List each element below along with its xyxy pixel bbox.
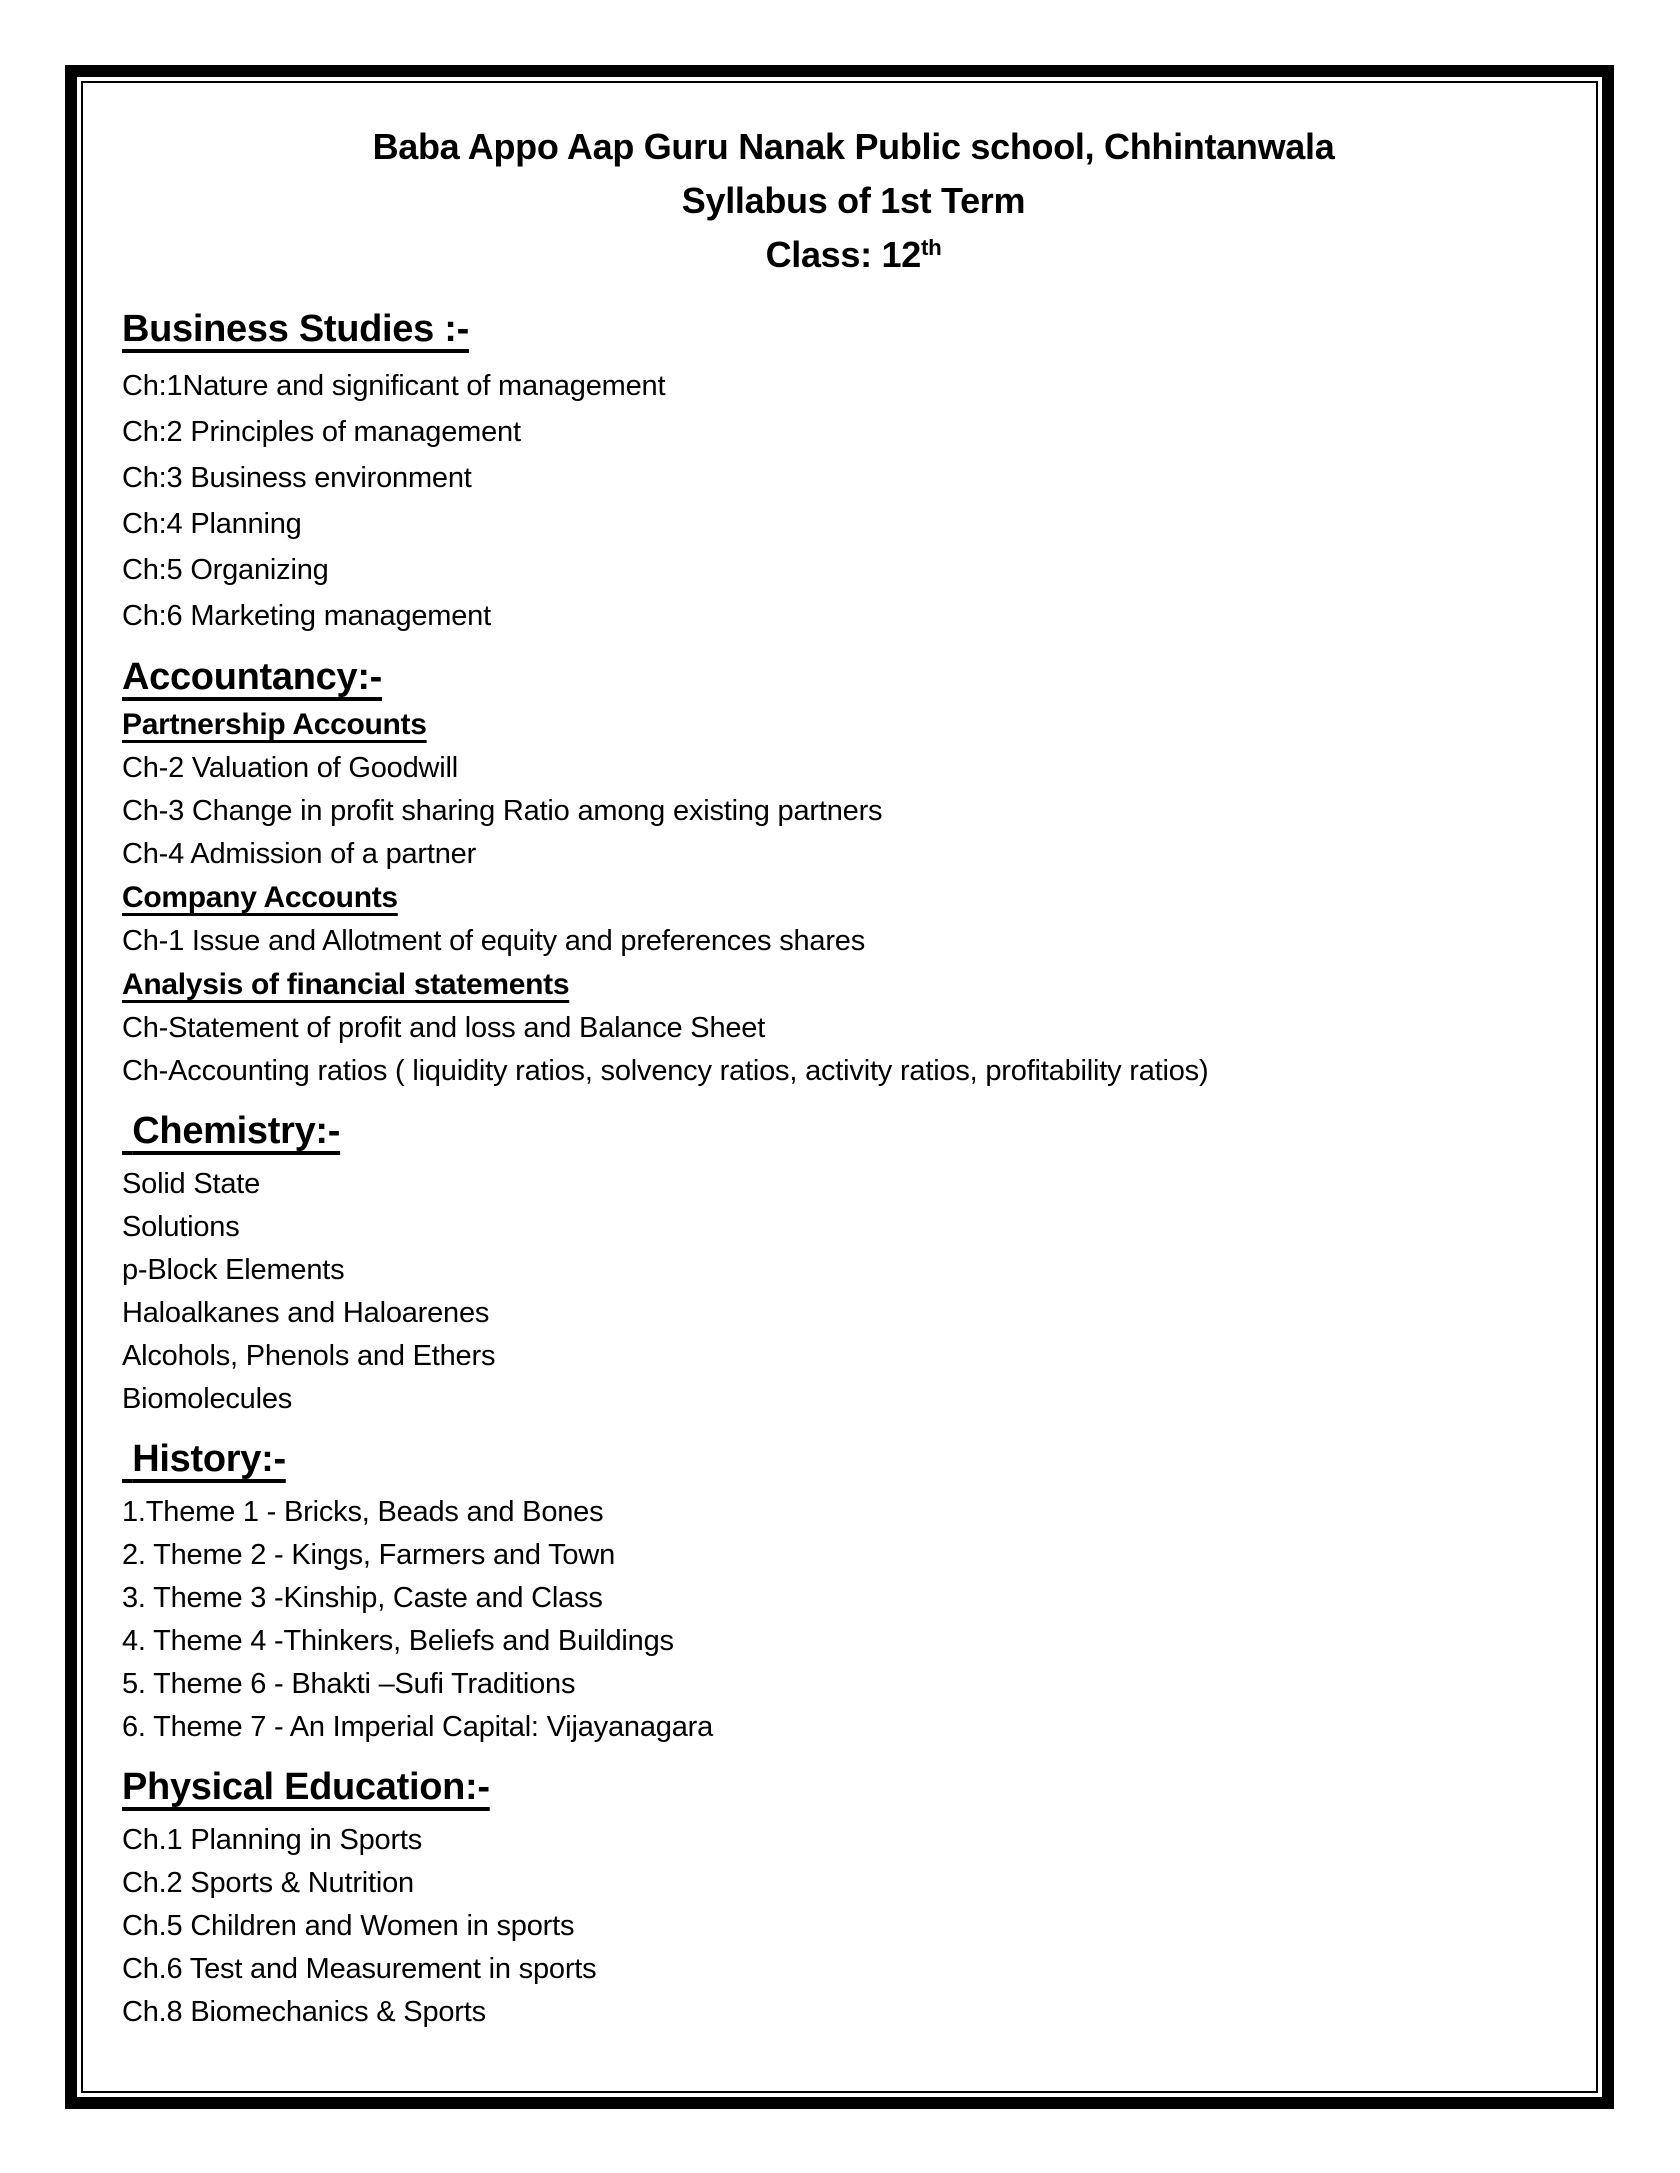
- accountancy-heading: [122, 651, 1585, 703]
- school-name-title: Baba Appo Aap Guru Nanak Public school, Chhintanwala: [372, 126, 1335, 167]
- section-chemistry: [122, 1105, 1585, 1421]
- physical-education-items: [122, 1819, 1585, 2034]
- physical-education-heading-text: Physical Education:-: [122, 1766, 490, 1808]
- syllabus-item: p-Block Elements: [122, 1254, 345, 1286]
- syllabus-item: 2. Theme 2 - Kings, Farmers and Town: [122, 1539, 616, 1571]
- accountancy-group-company: [122, 876, 1585, 963]
- analysis-financial-statements-subheading: [122, 963, 1585, 1007]
- business-studies-heading-text: Business Studies :-: [122, 308, 469, 350]
- syllabus-item: 1.Theme 1 - Bricks, Beads and Bones: [122, 1496, 604, 1528]
- syllabus-item: Ch:2 Principles of management: [122, 416, 521, 448]
- syllabus-item: Ch-3 Change in profit sharing Ratio among existing partners: [122, 795, 883, 827]
- accountancy-group-analysis: [122, 963, 1585, 1093]
- syllabus-item: 6. Theme 7 - An Imperial Capital: Vijayanagara: [122, 1711, 714, 1743]
- analysis-financial-statements-subheading-text: Analysis of financial statements: [122, 968, 570, 1001]
- syllabus-item: Ch-4 Admission of a partner: [122, 838, 477, 870]
- class-title: [122, 228, 1585, 287]
- history-items: [122, 1491, 1585, 1749]
- company-accounts-subheading-text: Company Accounts: [122, 881, 398, 914]
- syllabus-item: Ch:4 Planning: [122, 508, 302, 540]
- class-label: Class: 12: [765, 234, 921, 275]
- physical-education-heading: [122, 1761, 1585, 1813]
- syllabus-item: 4. Theme 4 -Thinkers, Beliefs and Buildings: [122, 1625, 674, 1657]
- title-block: [122, 120, 1585, 287]
- syllabus-item: Ch.2 Sports & Nutrition: [122, 1867, 414, 1899]
- business-studies-items: [122, 363, 1585, 639]
- accountancy-group-partnership: [122, 703, 1585, 876]
- syllabus-item: Ch:1Nature and significant of management: [122, 370, 666, 402]
- chemistry-items: [122, 1163, 1585, 1421]
- document-content: [122, 120, 1585, 2034]
- syllabus-item: Ch-Accounting ratios ( liquidity ratios, solvency ratios, activity ratios, profitability ratios): [122, 1055, 1209, 1087]
- section-accountancy: [122, 651, 1585, 1093]
- syllabus-item: Ch-Statement of profit and loss and Balance Sheet: [122, 1012, 766, 1044]
- business-studies-heading: [122, 303, 1585, 355]
- syllabus-item: Ch.6 Test and Measurement in sports: [122, 1953, 597, 1985]
- syllabus-item: Ch:3 Business environment: [122, 462, 472, 494]
- chemistry-heading-text: Chemistry:-: [122, 1110, 341, 1152]
- syllabus-item: Solutions: [122, 1211, 240, 1243]
- syllabus-item: Ch.5 Children and Women in sports: [122, 1910, 575, 1942]
- syllabus-item: 5. Theme 6 - Bhakti –Sufi Traditions: [122, 1668, 576, 1700]
- section-business-studies: [122, 303, 1585, 639]
- syllabus-item: Ch:6 Marketing management: [122, 600, 491, 632]
- syllabus-item: Ch-2 Valuation of Goodwill: [122, 752, 459, 784]
- syllabus-item: Ch:5 Organizing: [122, 554, 329, 586]
- syllabus-item: Alcohols, Phenols and Ethers: [122, 1340, 496, 1372]
- history-heading: [122, 1433, 1585, 1485]
- chemistry-heading: [122, 1105, 1585, 1157]
- syllabus-item: Solid State: [122, 1168, 261, 1200]
- section-physical-education: [122, 1761, 1585, 2034]
- syllabus-item: Ch-1 Issue and Allotment of equity and preferences shares: [122, 925, 866, 957]
- syllabus-item: 3. Theme 3 -Kinship, Caste and Class: [122, 1582, 603, 1614]
- syllabus-item: Ch.1 Planning in Sports: [122, 1824, 423, 1856]
- syllabus-item: Haloalkanes and Haloarenes: [122, 1297, 490, 1329]
- company-accounts-subheading: [122, 876, 1585, 920]
- partnership-accounts-subheading: [122, 703, 1585, 747]
- history-heading-text: History:-: [122, 1438, 286, 1480]
- syllabus-item: Ch.8 Biomechanics & Sports: [122, 1996, 486, 2028]
- syllabus-item: Biomolecules: [122, 1383, 293, 1415]
- accountancy-heading-text: Accountancy:-: [122, 656, 383, 698]
- section-history: [122, 1433, 1585, 1749]
- class-superscript: th: [920, 234, 942, 260]
- syllabus-term-title: Syllabus of 1st Term: [681, 180, 1026, 221]
- partnership-accounts-subheading-text: Partnership Accounts: [122, 708, 427, 741]
